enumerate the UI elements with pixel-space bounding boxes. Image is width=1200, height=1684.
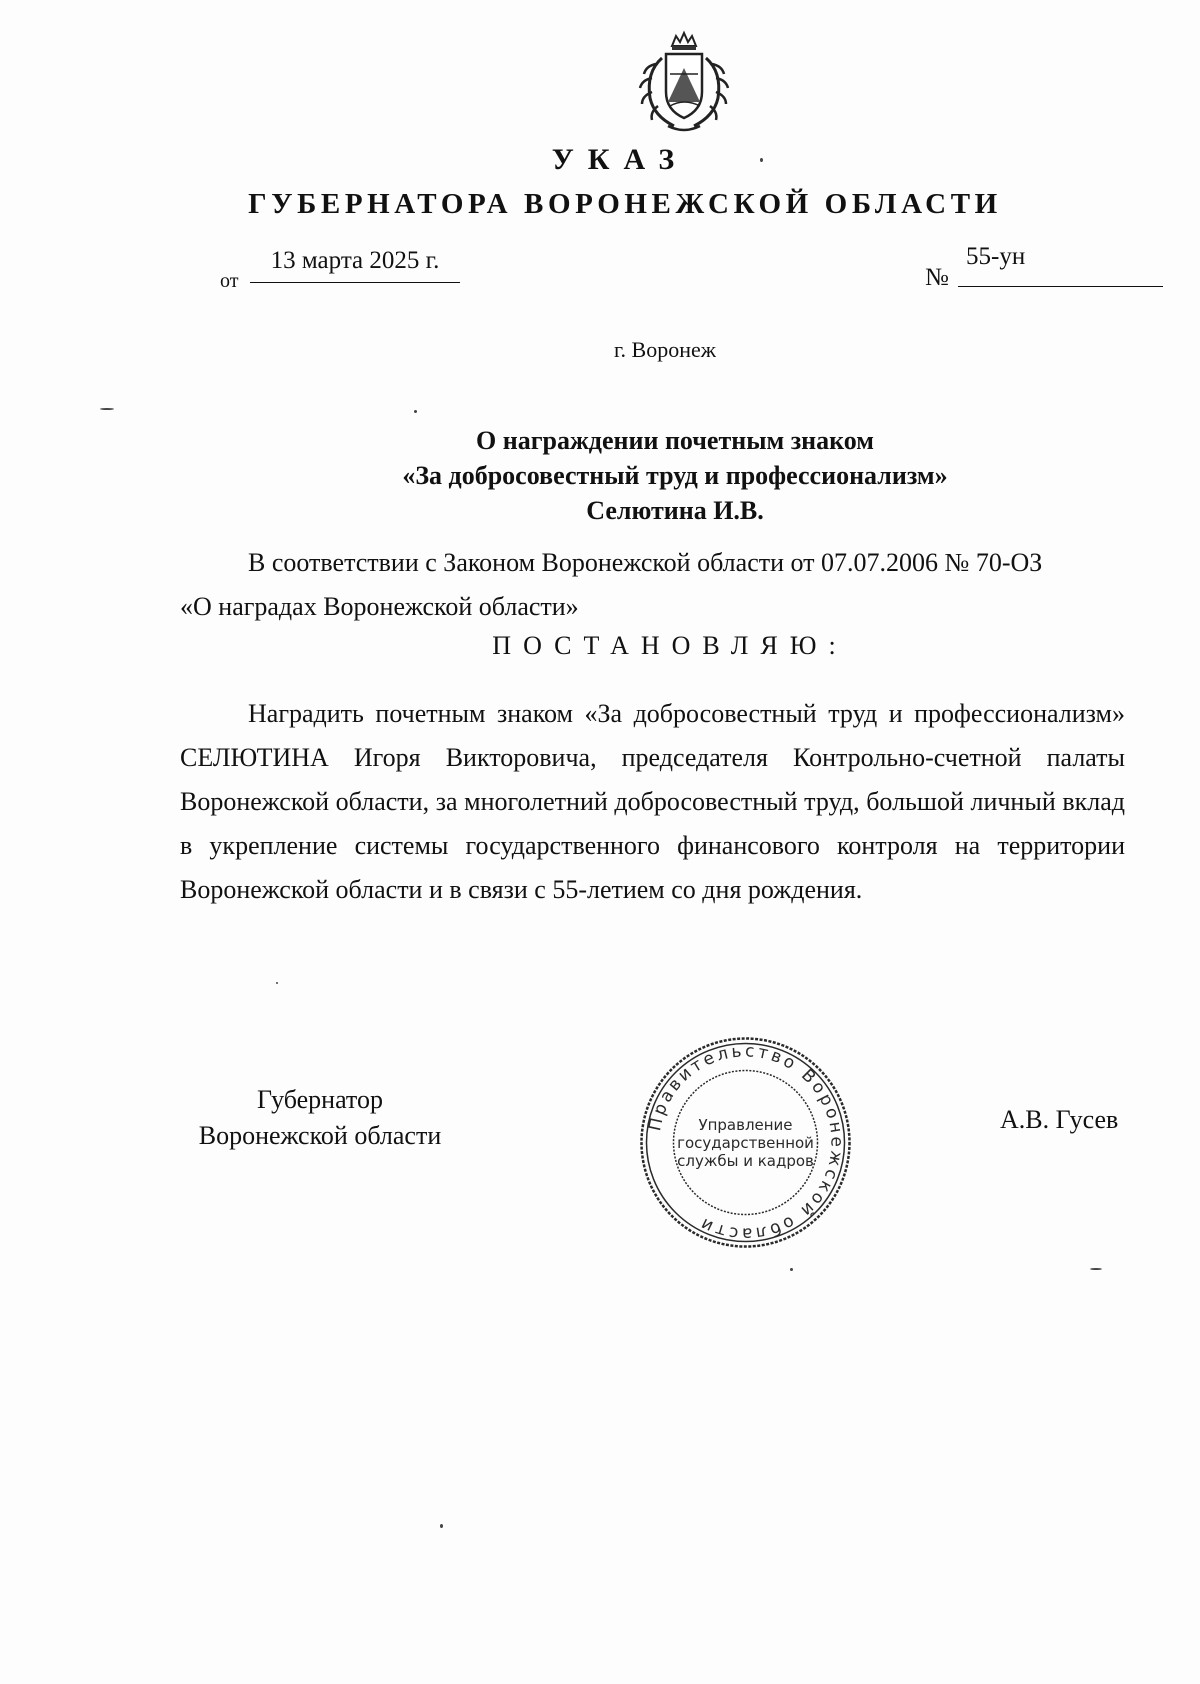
stamp-center-line-1: Управление xyxy=(698,1116,793,1134)
document-heading xyxy=(0,423,1200,528)
stamp-center-line-3: службы и кадров xyxy=(677,1152,814,1170)
stamp-ring-text: Правительство Воронежской области xyxy=(645,1041,847,1244)
heading-line-3: Селютина И.В. xyxy=(586,496,764,525)
official-stamp xyxy=(633,1030,858,1255)
coat-of-arms-icon xyxy=(628,28,740,140)
preamble xyxy=(180,541,1125,629)
preamble-line-1: В соответствии с Законом Воронежской области от 07.07.2006 № 70-ОЗ xyxy=(248,548,1043,577)
heading-line-1: О награждении почетным знаком xyxy=(475,426,874,455)
city: г. Воронеж xyxy=(614,337,716,362)
scan-speck xyxy=(790,1268,793,1271)
document-date: 13 марта 2025 г. xyxy=(250,244,460,283)
scan-speck xyxy=(414,410,417,413)
stamp-center-line-2: государственной xyxy=(677,1134,814,1152)
issuer-title: ГУБЕРНАТОРА ВОРОНЕЖСКОЙ ОБЛАСТИ xyxy=(248,188,1002,220)
signatory-name: А.В. Гусев xyxy=(1000,1105,1119,1134)
document-number-field xyxy=(958,242,1163,287)
decree-body: Наградить почетным знаком «За добросовестный труд и профессионализм» СЕЛЮТИНА Игоря Викторовича, председателя Контрольно-счетной палаты Воронежской области, за многолетний добросовестный труд, большой личный вклад в укрепление системы государственного финансового контроля на территории Воронежской области и в связи с 55-летием со дня рождения. xyxy=(180,699,1125,904)
date-prefix: от xyxy=(220,270,239,292)
scan-speck xyxy=(100,408,114,410)
scan-speck xyxy=(760,158,763,162)
position-line-2: Воронежской области xyxy=(198,1121,442,1150)
signatory-position xyxy=(180,1082,460,1154)
document-type: УКАЗ xyxy=(551,143,689,176)
preamble-line-2: «О наградах Воронежской области» xyxy=(180,592,579,621)
scan-speck xyxy=(276,982,278,984)
scan-speck xyxy=(1090,1268,1102,1270)
document-number: 55-ун xyxy=(966,243,1026,270)
position-line-1: Губернатор xyxy=(257,1085,383,1114)
heading-line-2: «За добросовестный труд и профессионализм» xyxy=(402,461,948,490)
scan-speck xyxy=(440,1524,443,1528)
decree-word: ПОСТАНОВЛЯЮ: xyxy=(492,631,848,660)
number-prefix: № xyxy=(925,264,949,291)
